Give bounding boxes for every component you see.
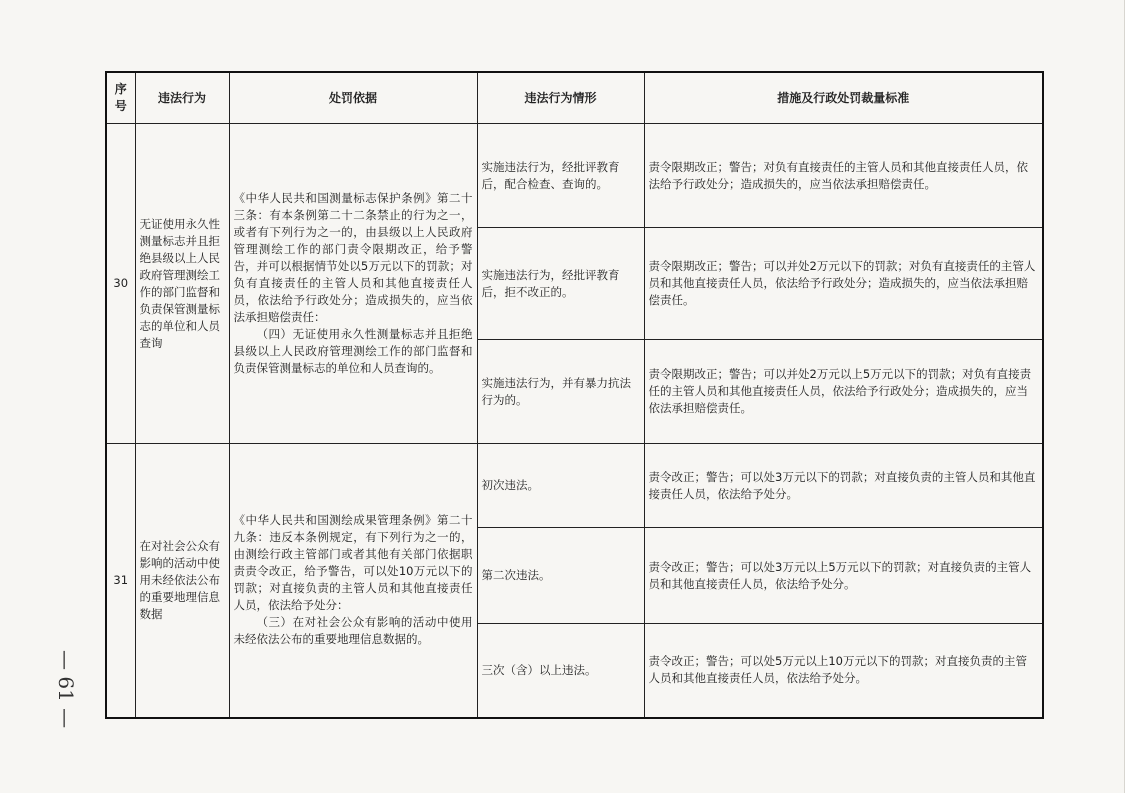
measure-cell: 责令改正；警告；可以处3万元以下的罚款；对直接负责的主管人员和其他直接责任人员，依法给予处分。 xyxy=(644,444,1043,528)
row-basis-31 xyxy=(229,444,477,718)
table-row xyxy=(106,444,1043,528)
situation-cell: 实施违法行为，经批评教育后，拒不改正的。 xyxy=(477,228,644,340)
measure-cell: 责令改正；警告；可以处5万元以上10万元以下的罚款；对直接负责的主管人员和其他直接责任人员，依法给予处分。 xyxy=(644,624,1043,718)
header-situation: 违法行为情形 xyxy=(477,72,644,124)
table-header-row xyxy=(106,72,1043,124)
measure-cell: 责令限期改正；警告；可以并处2万元以上5万元以下的罚款；对负有直接责任的主管人员和其他直接责任人员，依法给予行政处分；造成损失的，应当依法承担赔偿责任。 xyxy=(644,340,1043,444)
row-violation-30: 无证使用永久性测量标志并且拒绝县级以上人民政府管理测绘工作的部门监督和负责保管测量标志的单位和人员查询 xyxy=(135,124,229,444)
row-seq-30: 30 xyxy=(106,124,135,444)
basis-main-text: 《中华人民共和国测量标志保护条例》第二十三条：有本条例第二十二条禁止的行为之一，或者有下列行为之一的，由县级以上人民政府管理测绘工作的部门责令限期改正，给予警告，并可以根据情节处以5万元以下的罚款；对负有直接责任的主管人员和其他直接责任人员，依法给予行政处分；造成损失的，应当依法承担赔偿责任： xyxy=(233,191,473,324)
situation-cell: 实施违法行为，并有暴力抗法行为的。 xyxy=(477,340,644,444)
header-measure: 措施及行政处罚裁量标准 xyxy=(644,72,1043,124)
situation-cell: 第二次违法。 xyxy=(477,528,644,624)
header-seq: 序号 xyxy=(106,72,135,124)
header-violation: 违法行为 xyxy=(135,72,229,124)
basis-item-text: （三）在对社会公众有影响的活动中使用未经依法公布的重要地理信息数据的。 xyxy=(233,615,473,647)
row-basis-30 xyxy=(229,124,477,444)
situation-cell: 实施违法行为，经批评教育后，配合检查、查询的。 xyxy=(477,124,644,228)
measure-cell: 责令限期改正；警告；对负有直接责任的主管人员和其他直接责任人员，依法给予行政处分；造成损失的，应当依法承担赔偿责任。 xyxy=(644,124,1043,228)
situation-cell: 三次（含）以上违法。 xyxy=(477,624,644,718)
row-seq-31: 31 xyxy=(106,444,135,718)
table-row xyxy=(106,124,1043,228)
header-legal-basis: 处罚依据 xyxy=(229,72,477,124)
penalty-standards-table xyxy=(105,71,1044,719)
measure-cell: 责令限期改正；警告；可以并处2万元以下的罚款；对负有直接责任的主管人员和其他直接责任人员，依法给予行政处分；造成损失的，应当依法承担赔偿责任。 xyxy=(644,228,1043,340)
situation-cell: 初次违法。 xyxy=(477,444,644,528)
page-number: — 61 — xyxy=(54,650,78,729)
basis-item-text: （四）无证使用永久性测量标志并且拒绝县级以上人民政府管理测绘工作的部门监督和负责保管测量标志的单位和人员查询的。 xyxy=(233,327,473,375)
measure-cell: 责令改正；警告；可以处3万元以上5万元以下的罚款；对直接负责的主管人员和其他直接责任人员，依法给予处分。 xyxy=(644,528,1043,624)
row-violation-31: 在对社会公众有影响的活动中使用未经依法公布的重要地理信息数据 xyxy=(135,444,229,718)
basis-main-text: 《中华人民共和国测绘成果管理条例》第二十九条：违反本条例规定，有下列行为之一的，由测绘行政主管部门或者其他有关部门依据职责责令改正，给予警告，可以处10万元以下的罚款；对直接负责的主管人员和其他直接责任人员，依法给予处分： xyxy=(233,513,473,613)
